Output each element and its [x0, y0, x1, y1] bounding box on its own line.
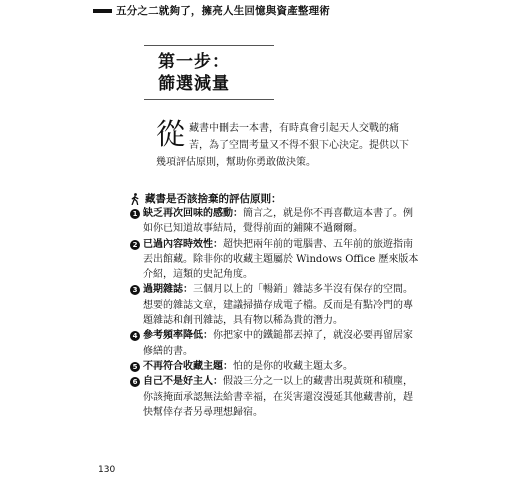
list-item — [130, 359, 420, 374]
item-lead: 參考頻率降低： — [143, 330, 213, 342]
item-number-badge: 5 — [130, 362, 140, 372]
item-number-badge: 4 — [130, 331, 140, 341]
item-text: 三個月以上的「暢銷」雜誌多半沒有保存的空間。想要的雜誌文章，建議掃描存成電子檔。反而是有點冷門的專題雜誌和創刊雜誌，具有物以稀為貴的潛力。 — [143, 284, 413, 327]
item-number-badge: 2 — [130, 240, 140, 250]
step-title-line1: 第一步： — [158, 52, 230, 72]
item-lead: 過期雜誌： — [143, 284, 193, 296]
book-title: 五分之二就夠了，擁亮人生回憶與資產整理術 — [116, 5, 330, 17]
item-text: 怕的是你的收藏主題太多。 — [233, 360, 353, 372]
item-lead: 不再符合收藏主題： — [143, 360, 233, 372]
item-text: 你把家中的鐵鎚都丟掉了，就沒必要再留居家修繕的書。 — [143, 330, 413, 357]
list-item — [130, 206, 420, 237]
intro-paragraph — [156, 117, 416, 171]
item-number-badge: 3 — [130, 285, 140, 295]
criteria-heading-text: 藏書是否該捨棄的評估原則： — [145, 193, 282, 205]
step-title-top-rule — [144, 45, 274, 46]
item-text: 假設三分之一以上的藏書出現黃斑和積塵，你該掩面承認無法給書幸福，在災害還沒漫延其他藏書前，趕快幫倖存者另尋理想歸宿。 — [143, 376, 413, 418]
item-lead: 已過內容時效性： — [143, 238, 223, 250]
item-text: 超快把兩年前的電腦書、五年前的旅遊指南丟出館藏。除非你的收藏主題屬於 Windows Office 歷來版本介紹，這類的史記角度。 — [143, 238, 419, 281]
item-number-badge: 1 — [130, 209, 140, 219]
header-bar-mark — [93, 9, 112, 13]
running-header — [0, 0, 520, 22]
item-lead: 缺乏再次回味的感動： — [143, 208, 243, 219]
criteria-list — [130, 206, 420, 420]
list-item — [130, 237, 420, 283]
item-lead: 自己不是好主人： — [143, 376, 223, 388]
step-title-bottom-rule — [144, 99, 274, 100]
step-title-line2: 篩選減量 — [158, 74, 230, 94]
intro-text: 藏書中刪去一本書，有時真會引起天人交戰的痛苦，為了空間考量又不得不狠下心決定。提供以下幾項評估原則，幫助你勇敢做決策。 — [156, 123, 410, 168]
list-item — [130, 374, 420, 420]
walking-person-icon — [130, 193, 140, 205]
page-number: 130 — [98, 465, 116, 475]
drop-cap: 從 — [156, 117, 186, 151]
list-item — [130, 282, 420, 328]
item-text: 簡言之，就是你不再喜歡這本書了。例如你已知道故事結局，覺得前面的鋪陳不過爾爾。 — [143, 208, 413, 235]
list-item — [130, 328, 420, 359]
item-number-badge: 6 — [130, 377, 140, 387]
criteria-heading — [130, 191, 430, 206]
